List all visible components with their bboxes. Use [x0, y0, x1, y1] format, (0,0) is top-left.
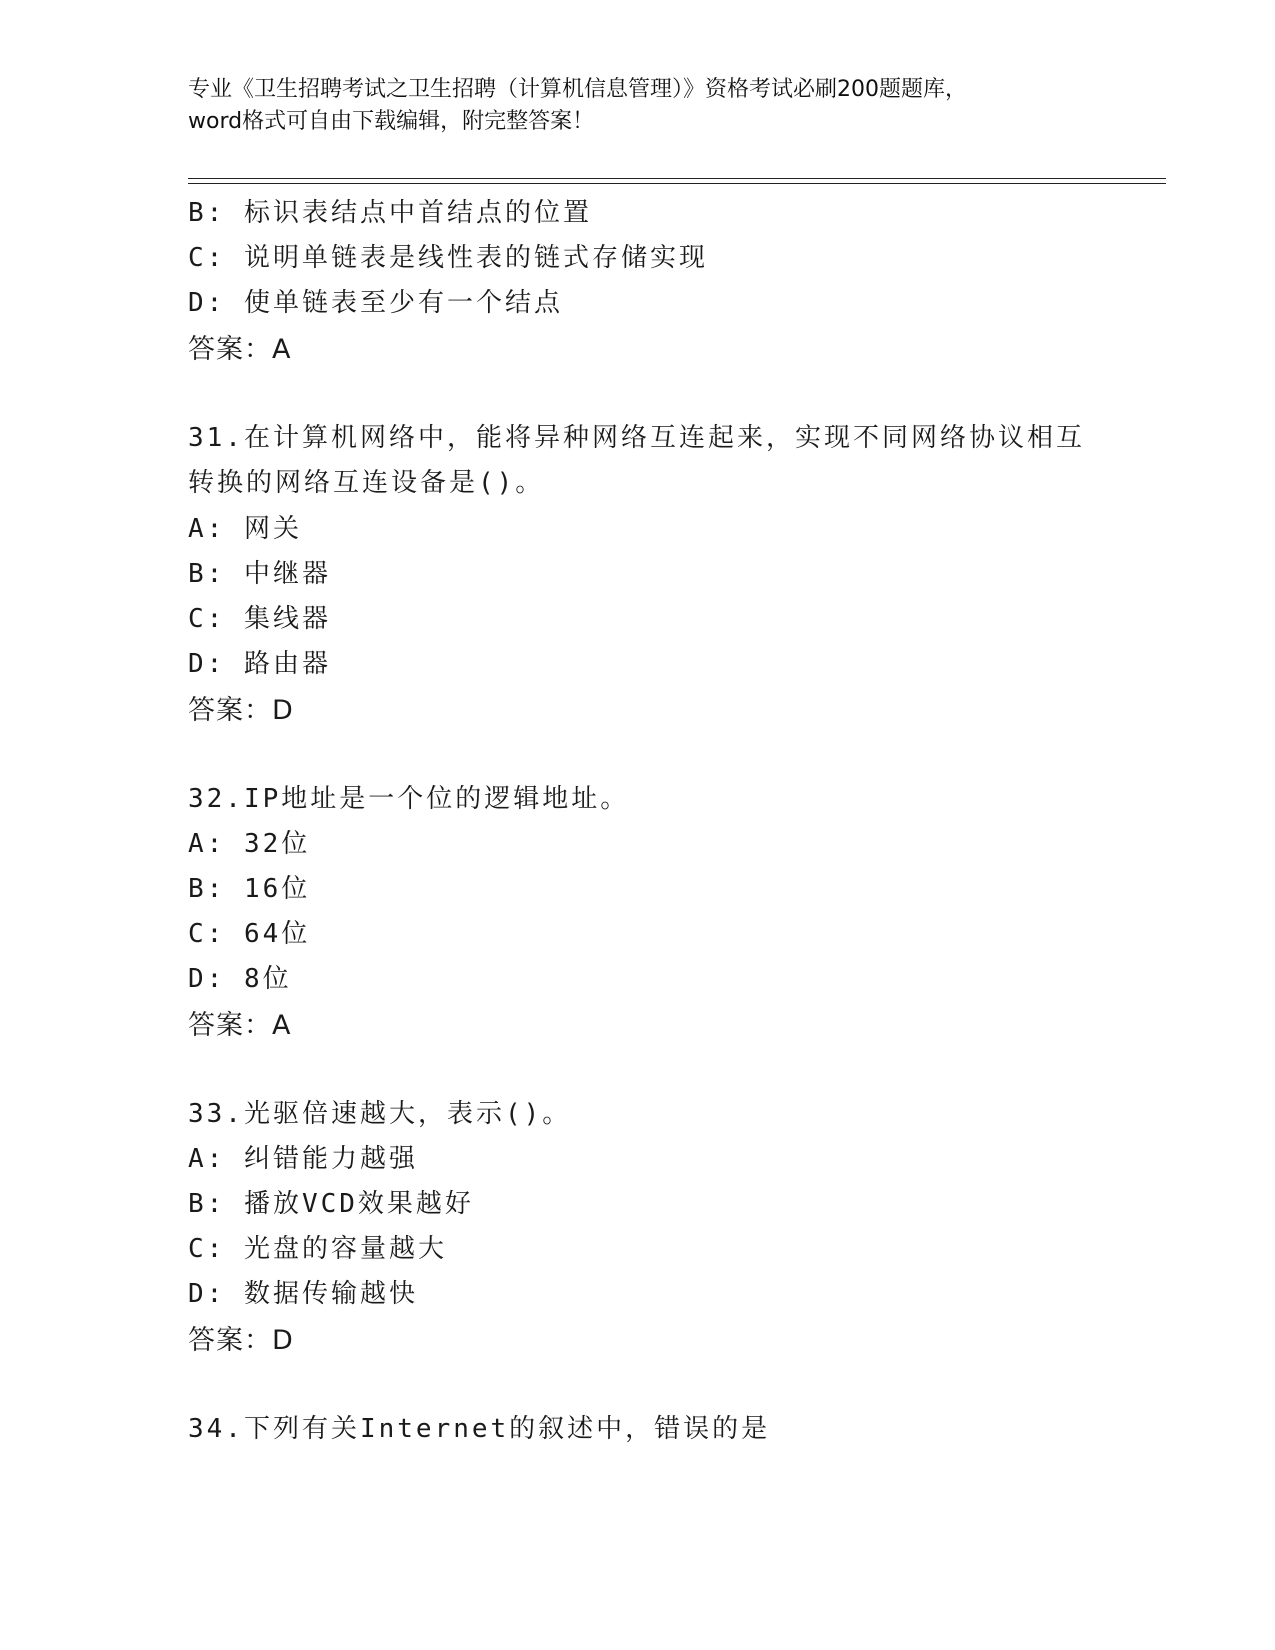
q32-answer: 答案：A	[188, 1010, 292, 1041]
q31-option-a: A: 网关	[188, 514, 302, 544]
q31-option-b: B: 中继器	[188, 559, 331, 589]
q30-option-d: D: 使单链表至少有一个结点	[188, 288, 563, 318]
document-header	[188, 74, 1088, 138]
q33-option-c: C: 光盘的容量越大	[188, 1234, 447, 1264]
header-divider-bottom	[188, 183, 1166, 184]
q30-answer: 答案：A	[188, 334, 292, 365]
q33-answer: 答案：D	[188, 1325, 294, 1356]
q31-option-d: D: 路由器	[188, 649, 331, 679]
header-title-line-2: word格式可自由下载编辑，附完整答案！	[188, 109, 595, 134]
q33-option-d: D: 数据传输越快	[188, 1279, 418, 1309]
q30-option-b: B: 标识表结点中首结点的位置	[188, 198, 592, 228]
q31-option-c: C: 集线器	[188, 604, 331, 634]
q31-stem-line-1: 31.在计算机网络中，能将异种网络互连起来，实现不同网络协议相互	[188, 423, 1085, 453]
q31-answer: 答案：D	[188, 695, 294, 726]
q33-option-a: A: 纠错能力越强	[188, 1144, 418, 1174]
q31-stem-line-2: 转换的网络互连设备是()。	[188, 468, 545, 498]
q32-stem: 32.IP地址是一个位的逻辑地址。	[188, 784, 630, 814]
header-title-line-1: 专业《卫生招聘考试之卫生招聘（计算机信息管理）》资格考试必刷200题题库，	[188, 77, 967, 102]
q33-stem: 33.光驱倍速越大，表示()。	[188, 1099, 572, 1129]
header-divider-top	[188, 178, 1166, 179]
q32-option-b: B: 16位	[188, 874, 311, 904]
q34-stem: 34.下列有关Internet的叙述中，错误的是	[188, 1414, 771, 1444]
q30-option-c: C: 说明单链表是线性表的链式存储实现	[188, 243, 708, 273]
q33-option-b: B: 播放VCD效果越好	[188, 1189, 474, 1219]
q32-option-a: A: 32位	[188, 829, 311, 859]
q32-option-d: D: 8位	[188, 964, 292, 994]
q32-option-c: C: 64位	[188, 919, 311, 949]
